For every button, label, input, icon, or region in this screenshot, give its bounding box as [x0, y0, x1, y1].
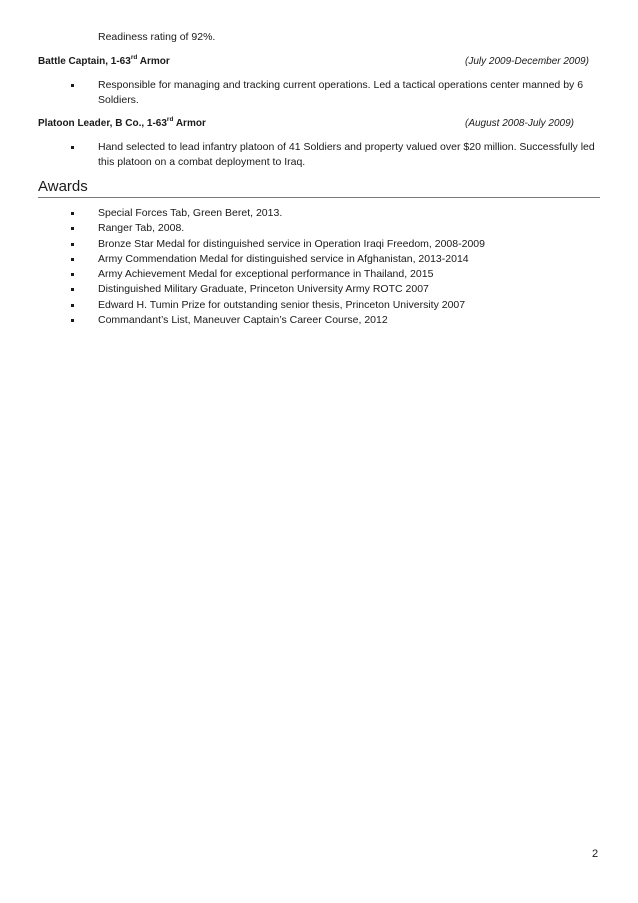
- position-dates-platoon-leader: (August 2008-July 2009): [465, 118, 574, 129]
- position-bullets-battle-captain: [69, 78, 599, 109]
- list-item: Commandant’s List, Maneuver Captain’s Career Course, 2012: [69, 313, 599, 328]
- list-item: Ranger Tab, 2008.: [69, 221, 599, 236]
- list-item: Army Commendation Medal for distinguished service in Afghanistan, 2013-2014: [69, 252, 599, 267]
- list-item: Responsible for managing and tracking current operations. Led a tactical operations center manned by 6 Soldiers.: [69, 78, 599, 109]
- awards-list: [69, 206, 599, 328]
- position-title-text: Platoon Leader, B Co., 1-63: [38, 118, 167, 129]
- position-title-battle-captain: [38, 56, 170, 67]
- list-item: Distinguished Military Graduate, Princeton University Army ROTC 2007: [69, 282, 599, 297]
- position-bullets-platoon-leader: [69, 140, 604, 171]
- continuation-text: Readiness rating of 92%.: [98, 31, 216, 43]
- list-item: Army Achievement Medal for exceptional performance in Thailand, 2015: [69, 267, 599, 282]
- page-number: 2: [592, 848, 599, 860]
- section-heading-awards: Awards: [38, 178, 88, 195]
- list-item: Hand selected to lead infantry platoon of 41 Soldiers and property valued over $20 million. Successfully led this platoon on a combat deployment to Iraq.: [69, 140, 604, 171]
- list-item: Special Forces Tab, Green Beret, 2013.: [69, 206, 599, 221]
- position-title-platoon-leader: [38, 118, 206, 129]
- list-item: Bronze Star Medal for distinguished service in Operation Iraqi Freedom, 2008-2009: [69, 237, 599, 252]
- position-title-suffix: Armor: [137, 56, 170, 67]
- section-divider: [38, 197, 600, 198]
- list-item: Edward H. Tumin Prize for outstanding senior thesis, Princeton University 2007: [69, 298, 599, 313]
- position-title-text: Battle Captain, 1-63: [38, 56, 131, 67]
- position-title-suffix: Armor: [173, 118, 206, 129]
- position-dates-battle-captain: (July 2009-December 2009): [465, 56, 589, 67]
- position-title-superscript: rd: [130, 54, 138, 61]
- position-title-superscript: rd: [166, 116, 174, 123]
